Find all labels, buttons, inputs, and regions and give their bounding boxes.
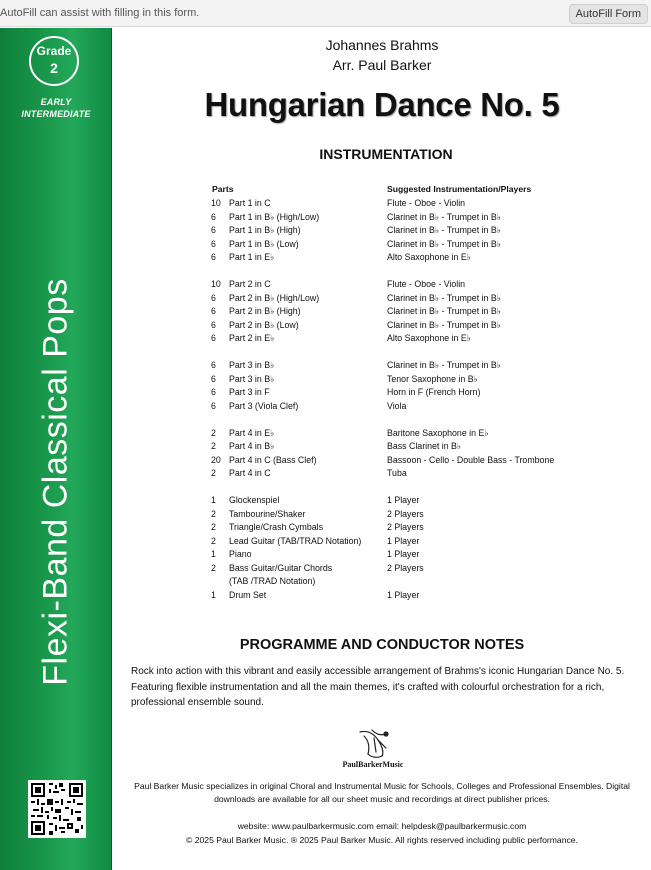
part-quantity: 6 [211,387,216,397]
suggested-instruments: Tenor Saxophone in B♭ [387,373,478,384]
part-name: Glockenspiel [229,495,280,505]
suggested-instruments: Bassoon - Cello - Double Bass - Trombone [387,454,555,465]
suggested-instruments: Clarinet in B♭ - Trumpet in B♭ [387,306,501,316]
part-quantity: 2 [211,535,216,546]
suggested-instruments: Alto Saxophone in E♭ [387,252,471,262]
group-spacer [113,413,651,427]
instrumentation-row [113,211,651,225]
part-quantity: 2 [211,522,216,532]
part-name: Part 3 in B♭ [229,360,275,370]
suggested-instruments: Clarinet in B♭ - Trumpet in B♭ [387,238,501,249]
part-quantity: 6 [211,373,216,384]
instrumentation-row [113,400,651,414]
instrumentation-row [113,332,651,346]
part-quantity: 6 [211,319,216,330]
part-quantity: 6 [211,225,216,235]
part-name: Part 3 in F [229,387,270,397]
publisher-contact: website: www.paulbarkermusic.com email: helpdesk@paulbarkermusic.com [237,821,527,831]
part-quantity: 6 [211,211,216,222]
part-quantity: 6 [211,400,216,411]
part-name: Part 1 in B♭ (Low) [229,238,299,249]
part-name: Bass Guitar/Guitar Chords [229,562,333,573]
part-name: Part 1 in E♭ [229,252,275,262]
part-quantity: 10 [211,198,221,208]
programme-notes: Rock into action with this vibrant and easily accessible arrangement of Brahms's iconic Hungarian Dance No. 5. Featuring flexible instrumentation and all the main themes, it's crafted with colourful orchestration for a rich, professional ensemble sound. [131,666,625,709]
series-sidebar [0,28,112,870]
suggested-instruments: 2 Players [387,508,424,519]
instrumentation-heading: INSTRUMENTATION [319,146,453,162]
suggested-instruments: 1 Player [387,549,420,559]
part-quantity: 1 [211,589,216,600]
suggested-instruments: Horn in F (French Horn) [387,387,481,397]
part-name: Tambourine/Shaker [229,508,306,519]
suggested-instruments: Bass Clarinet in B♭ [387,441,462,451]
instrumentation-row [113,548,651,562]
part-quantity: 2 [211,441,216,451]
suggested-instruments: Baritone Saxophone in E♭ [387,427,489,438]
part-quantity: 10 [211,279,221,289]
instrumentation-row [113,508,651,522]
suggested-instruments: 2 Players [387,562,424,573]
grade-badge [29,36,79,86]
part-quantity: 6 [211,333,216,343]
instrumentation-row [113,440,651,454]
svg-text:PaulBarkerMusic: PaulBarkerMusic [342,760,404,769]
level-line-1: EARLY [40,97,72,107]
instrumentation-row [113,292,651,306]
part-name: Part 4 in C (Bass Clef) [229,454,317,465]
instrumentation-row [113,521,651,535]
suggested-instruments: Alto Saxophone in E♭ [387,333,471,343]
copyright-notice: © 2025 Paul Barker Music. ® 2025 Paul Barker Music. All rights reserved including public performance. [186,835,578,845]
part-name: Part 1 in B♭ (High) [229,225,301,235]
instrumentation-row [113,278,651,292]
instrumentation-row [113,575,651,589]
programme-heading: PROGRAMME AND CONDUCTOR NOTES [239,637,525,653]
group-spacer [113,481,651,495]
part-name: Lead Guitar (TAB/TRAD Notation) [229,535,362,546]
suggested-instruments: Flute - Oboe - Violin [387,198,466,208]
suggested-instruments: Clarinet in B♭ - Trumpet in B♭ [387,211,501,222]
instrumentation-row [113,238,651,252]
publisher-about: Paul Barker Music specializes in original Choral and Instrumental Music for Schools, Colleges and Professional Ensembles. Digital downloads are available for all our sheet music and recordings at direct publisher prices. [134,781,630,805]
part-name: Part 2 in E♭ [229,333,275,343]
part-quantity: 1 [211,495,216,505]
qr-code-icon [28,780,86,838]
score-cover-page [113,28,651,870]
instrumentation-table [113,197,651,602]
instrumentation-row [113,427,651,441]
parts-column-header: Parts [212,184,234,194]
part-name: Part 3 in B♭ [229,373,275,384]
part-name: Drum Set [229,589,267,600]
level-line-2: INTERMEDIATE [21,109,91,119]
part-quantity: 20 [211,454,221,465]
part-quantity: 1 [211,549,216,559]
instrumentation-row [113,454,651,468]
part-name: Part 4 in C [229,468,271,478]
composer: Johannes Brahms [325,37,439,53]
part-name: Part 3 (Viola Clef) [229,400,299,411]
instrumentation-row [113,305,651,319]
instrumentation-row [113,589,651,603]
part-name: Part 2 in B♭ (Low) [229,319,299,330]
arranger: Arr. Paul Barker [332,57,432,73]
instrumentation-row [113,467,651,481]
suggested-column-header: Suggested Instrumentation/Players [387,184,532,194]
part-name: Part 1 in B♭ (High/Low) [229,211,320,222]
part-name: Part 2 in B♭ (High/Low) [229,292,320,303]
part-quantity: 2 [211,468,216,478]
suggested-instruments: 1 Player [387,535,420,546]
suggested-instruments: 1 Player [387,589,420,600]
part-name: Part 2 in B♭ (High) [229,306,301,316]
part-quantity: 6 [211,306,216,316]
instrumentation-row [113,197,651,211]
part-quantity: 2 [211,508,216,519]
suggested-instruments: Clarinet in B♭ - Trumpet in B♭ [387,319,501,330]
instrumentation-row [113,359,651,373]
suggested-instruments: Clarinet in B♭ - Trumpet in B♭ [387,292,501,303]
instrumentation-row [113,251,651,265]
instrumentation-row [113,494,651,508]
suggested-instruments: 1 Player [387,495,420,505]
instrumentation-row [113,224,651,238]
part-quantity: 2 [211,562,216,573]
group-spacer [113,346,651,360]
part-quantity: 6 [211,238,216,249]
grade-label: Grade [36,44,72,58]
autofill-bar [0,0,651,27]
suggested-instruments: Tuba [387,468,407,478]
instrumentation-row [113,562,651,576]
grade-number: 2 [50,60,58,76]
autofill-form-button[interactable]: AutoFill Form [569,4,648,24]
part-name: Piano [229,549,252,559]
part-name: Part 4 in E♭ [229,427,275,438]
part-quantity: 6 [211,360,216,370]
autofill-message: AutoFill can assist with filling in this form. [0,7,200,19]
piece-title: Hungarian Dance No. 5 [204,86,560,123]
instrumentation-row [113,373,651,387]
suggested-instruments: Clarinet in B♭ - Trumpet in B♭ [387,225,501,235]
instrumentation-row [113,319,651,333]
part-name: Triangle/Crash Cymbals [229,522,324,532]
instrumentation-row [113,535,651,549]
part-name: (TAB /TRAD Notation) [229,576,316,586]
part-quantity: 6 [211,292,216,303]
suggested-instruments: Clarinet in B♭ - Trumpet in B♭ [387,360,501,370]
instrumentation-row [113,386,651,400]
part-name: Part 1 in C [229,198,271,208]
suggested-instruments: Viola [387,400,407,411]
part-name: Part 2 in C [229,279,271,289]
part-name: Part 4 in B♭ [229,441,275,451]
series-title: Flexi-Band Classical Pops [36,278,75,686]
part-quantity: 2 [211,427,216,438]
suggested-instruments: 2 Players [387,522,424,532]
group-spacer [113,265,651,279]
suggested-instruments: Flute - Oboe - Violin [387,279,466,289]
part-quantity: 6 [211,252,216,262]
paul-barker-music-logo [338,726,408,770]
